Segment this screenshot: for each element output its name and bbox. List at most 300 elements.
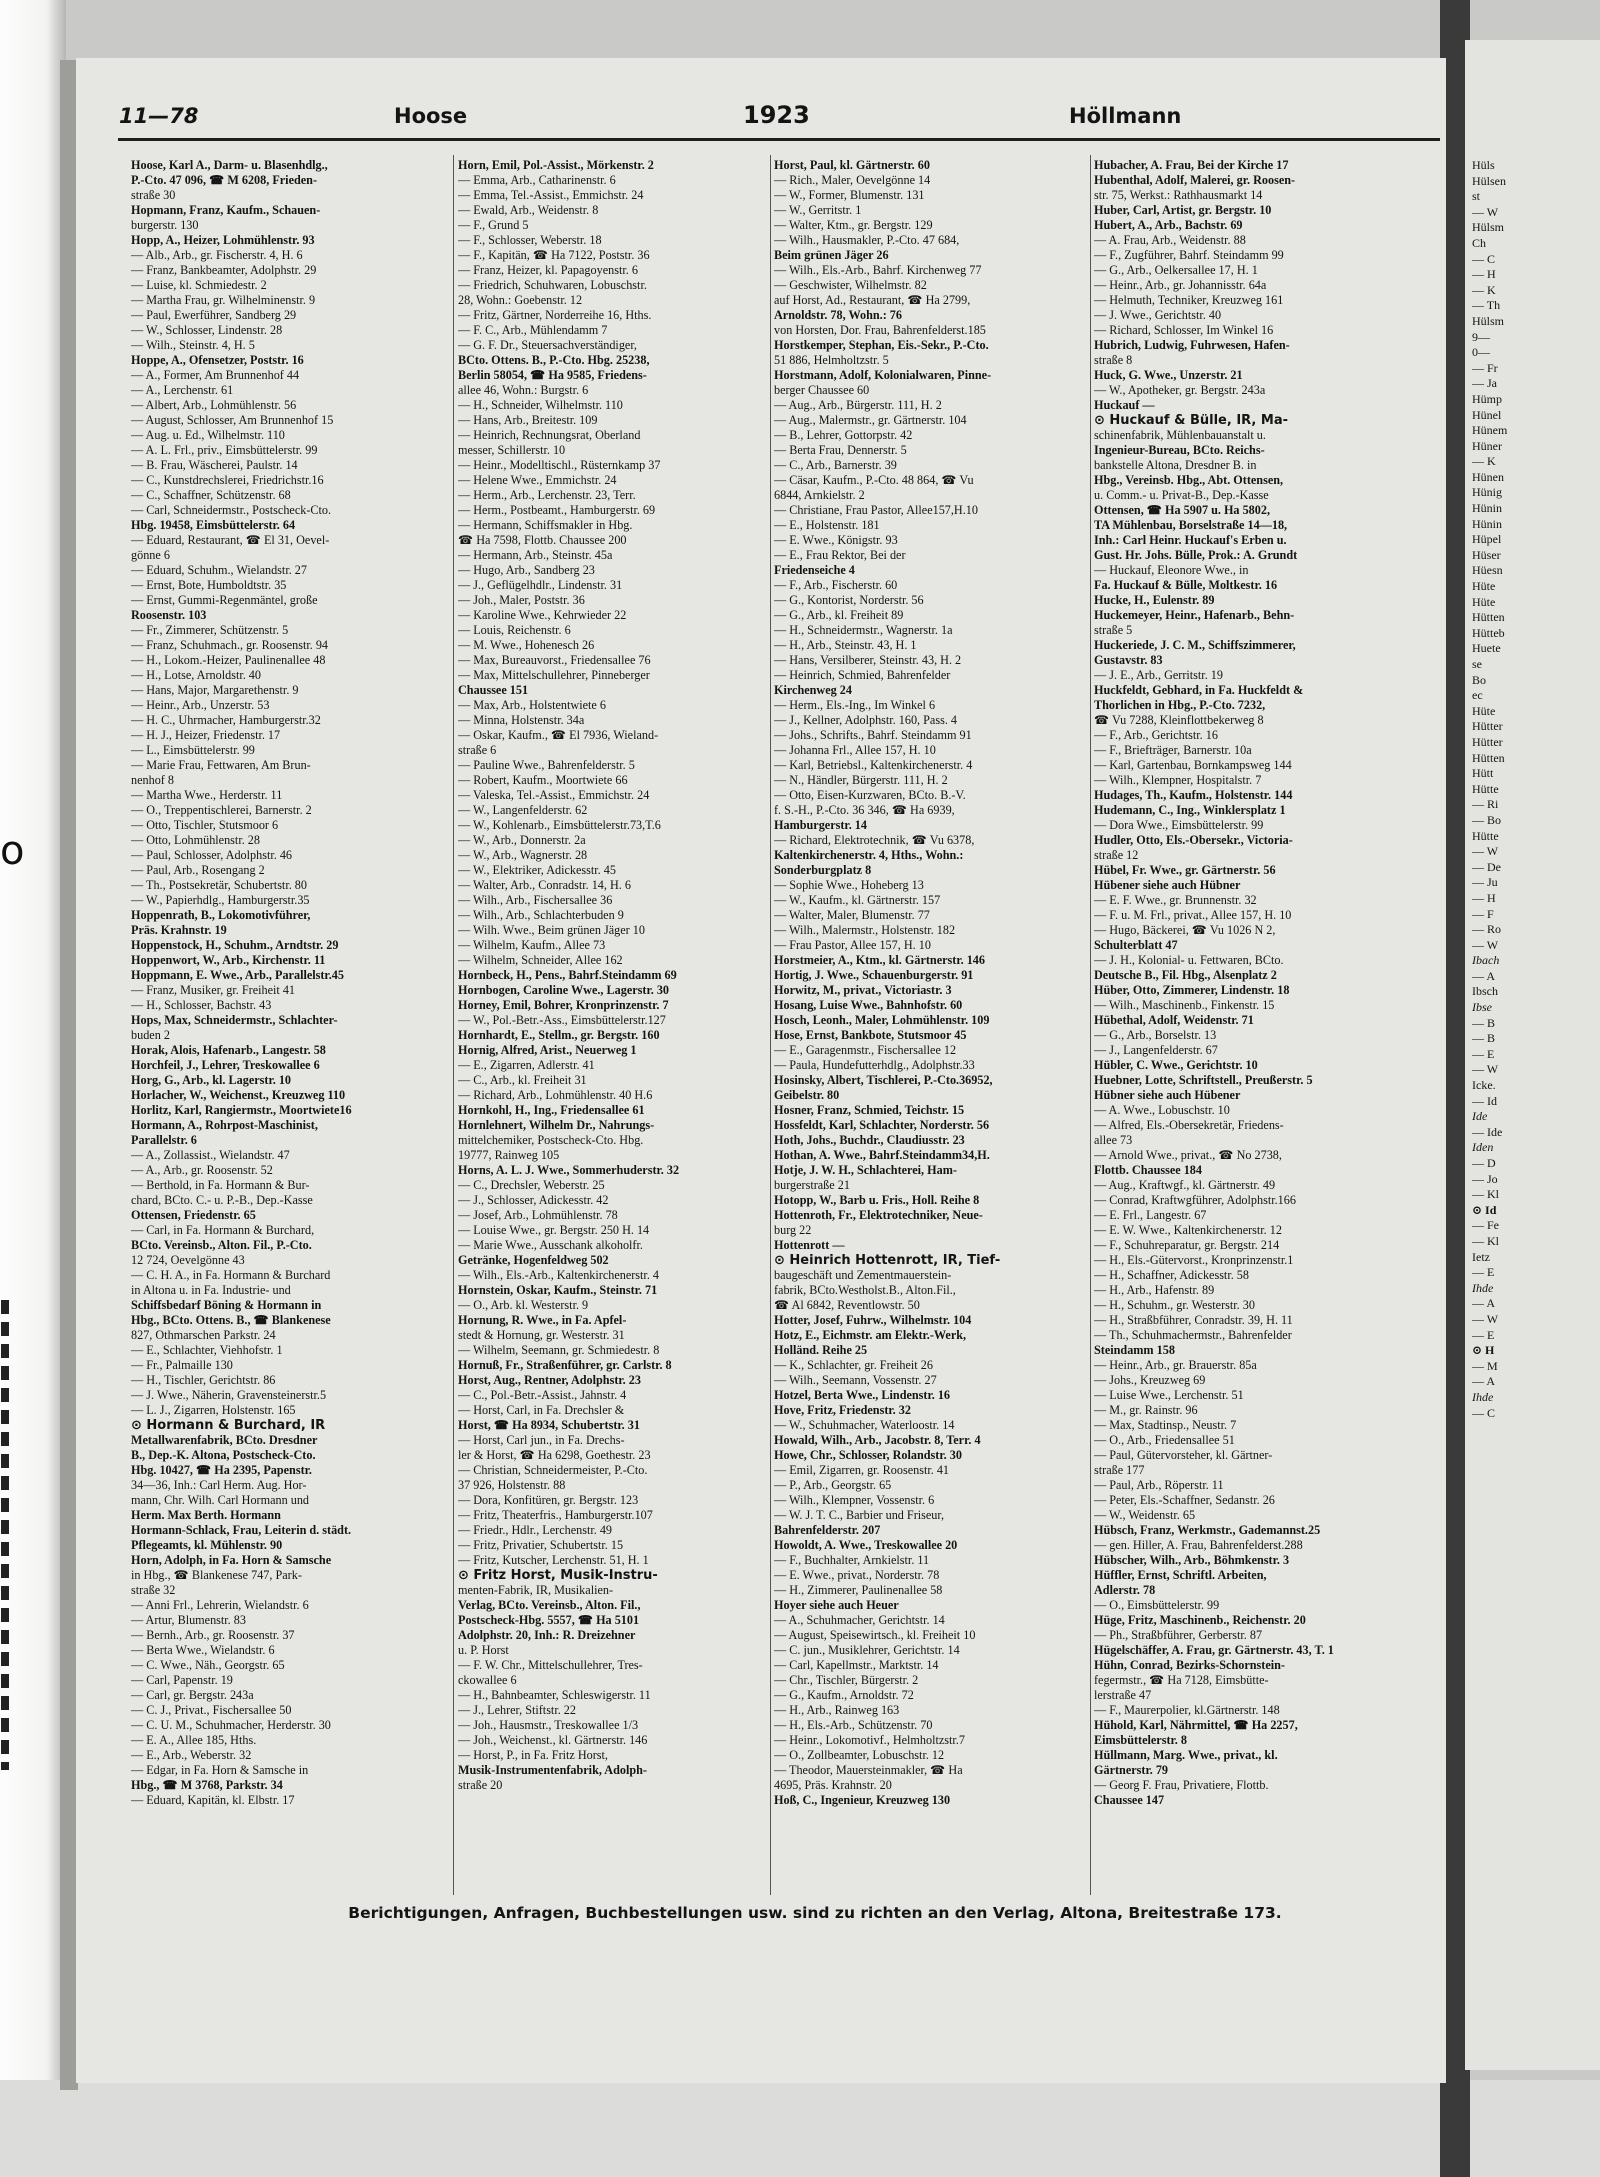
adjacent-fragment: Ibsch — [1472, 984, 1498, 999]
directory-entry: Eimsbüttelerstr. 8 — [1094, 1733, 1187, 1747]
adjacent-fragment: — W — [1472, 844, 1499, 859]
directory-entry: in Hbg., ☎ Blankenese 747, Park- — [131, 1568, 302, 1582]
directory-entry: ☎ Ha 7598, Flottb. Chaussee 200 — [458, 533, 627, 547]
directory-entry: — H., Schuhm., gr. Westerstr. 30 — [1094, 1298, 1255, 1312]
directory-entry: Hosch, Leonh., Maler, Lohmühlenstr. 109 — [774, 1013, 990, 1027]
directory-entry: Hoppe, A., Ofensetzer, Poststr. 16 — [131, 353, 304, 367]
adjacent-fragment: Hümp — [1472, 391, 1502, 406]
directory-entry: — Max, Arb., Holstentwiete 6 — [458, 698, 606, 712]
directory-entry: — H., Zimmerer, Paulinenallee 58 — [774, 1583, 943, 1597]
directory-entry: — Josef, Arb., Lohmühlenstr. 78 — [458, 1208, 618, 1222]
directory-entry: Hüber, Otto, Zimmerer, Lindenstr. 18 — [1094, 983, 1290, 997]
directory-entry: Berlin 58054, ☎ Ha 9585, Friedens- — [458, 368, 647, 382]
adjacent-fragment: Hülsen — [1472, 173, 1506, 188]
directory-entry: Verlag, BCto. Vereinsb., Alton. Fil., — [458, 1598, 641, 1612]
directory-entry: Howe, Chr., Schlosser, Rolandstr. 30 — [774, 1448, 962, 1462]
directory-entry: — Herm., Postbeamt., Hamburgerstr. 69 — [458, 503, 656, 517]
directory-entry: — Cäsar, Kaufm., P.-Cto. 48 864, ☎ Vu — [774, 473, 974, 487]
directory-entry: — A., Lerchenstr. 61 — [131, 383, 234, 397]
directory-entry: — Paul, Arb., Rosengang 2 — [131, 863, 265, 877]
directory-entry: lerstraße 47 — [1094, 1688, 1152, 1702]
directory-entry: mann, Chr. Wilh. Carl Hormann und — [131, 1493, 310, 1507]
directory-entry: Hosang, Luise Wwe., Bahnhofstr. 60 — [774, 998, 963, 1012]
directory-entry: — L. J., Zigarren, Holstenstr. 165 — [131, 1403, 296, 1417]
directory-entry: — C., Arb., kl. Freiheit 31 — [458, 1073, 587, 1087]
directory-entry: allee 46, Wohn.: Burgstr. 6 — [458, 383, 589, 397]
directory-entry: — H., Schlosser, Bachstr. 43 — [131, 998, 272, 1012]
directory-entry: Hubenthal, Adolf, Malerei, gr. Roosen- — [1094, 173, 1296, 187]
directory-entry: ☎ Vu 7288, Kleinflottbekerweg 8 — [1094, 713, 1264, 727]
adjacent-fragment: — Ri — [1472, 797, 1499, 812]
adjacent-fragment: 9— — [1472, 329, 1490, 344]
directory-entry: str. 75, Werkst.: Rathhausmarkt 14 — [1094, 188, 1263, 202]
directory-entry: Huebner, Lotte, Schriftstell., Preußerstr. 5 — [1094, 1073, 1313, 1087]
directory-entry: straße 32 — [131, 1583, 176, 1597]
adjacent-fragment: — B — [1472, 1015, 1496, 1030]
directory-entry: — W., Kaufm., kl. Gärtnerstr. 157 — [774, 893, 941, 907]
directory-entry: — E., Frau Rektor, Bei der — [774, 548, 906, 562]
header-first-name: Hoose — [394, 104, 468, 128]
directory-entry: — Hugo, Bäckerei, ☎ Vu 1026 N 2, — [1094, 923, 1276, 937]
directory-entry: Hosinsky, Albert, Tischlerei, P.-Cto.36952, — [774, 1073, 993, 1087]
directory-entry: — M., gr. Rainstr. 96 — [1094, 1403, 1198, 1417]
directory-entry: Roosenstr. 103 — [131, 608, 207, 622]
directory-entry: — E., Schlachter, Viehhofstr. 1 — [131, 1343, 283, 1357]
directory-entry: — Hermann, Arb., Steinstr. 45a — [458, 548, 613, 562]
directory-entry: Horstmeier, A., Ktm., kl. Gärtnerstr. 146 — [774, 953, 985, 967]
directory-entry: — C. H. A., in Fa. Hormann & Burchard — [131, 1268, 331, 1282]
adjacent-fragment: — E — [1472, 1265, 1495, 1280]
directory-entry: Thorlichen in Hbg., P.-Cto. 7232, — [1094, 698, 1266, 712]
directory-entry: — H., Schneidermstr., Wagnerstr. 1a — [774, 623, 953, 637]
directory-entry: Schulterblatt 47 — [1094, 938, 1178, 952]
directory-entry: Horstmann, Adolf, Kolonialwaren, Pinne- — [774, 368, 992, 382]
directory-entry: — Franz, Bankbeamter, Adolphstr. 29 — [131, 263, 317, 277]
directory-entry: — Aug., Arb., Bürgerstr. 111, H. 2 — [774, 398, 942, 412]
adjacent-fragment: Hülsm — [1472, 313, 1505, 328]
directory-entry: — Alfred, Els.-Obersekretär, Friedens- — [1094, 1118, 1284, 1132]
adjacent-fragment: — Fr — [1472, 360, 1498, 375]
directory-entry: — N., Händler, Bürgerstr. 111, H. 2 — [774, 773, 948, 787]
directory-entry: Hotz, E., Eichmstr. am Elektr.-Werk, — [774, 1328, 967, 1342]
directory-entry: Hübner siehe auch Hübener — [1094, 1088, 1241, 1102]
directory-entry: in Altona u. in Fa. Industrie- und — [131, 1283, 291, 1297]
directory-entry: Huber, Carl, Artist, gr. Bergstr. 10 — [1094, 203, 1272, 217]
column-divider — [453, 155, 454, 1895]
directory-entry: — Aug., Malermstr., gr. Gärtnerstr. 104 — [774, 413, 967, 427]
adjacent-fragment: — Jo — [1472, 1171, 1498, 1186]
directory-entry: Metallwarenfabrik, BCto. Dresdner — [131, 1433, 318, 1447]
directory-entry: — W., Schuhmacher, Waterloostr. 14 — [774, 1418, 955, 1432]
directory-entry: — Hans, Major, Margarethenstr. 9 — [131, 683, 299, 697]
directory-entry: — Carl, in Fa. Hormann & Burchard, — [131, 1223, 315, 1237]
adjacent-fragment: — W — [1472, 204, 1499, 219]
directory-entry: Hove, Fritz, Friedenstr. 32 — [774, 1403, 911, 1417]
directory-entry: Ottensen, Friedenstr. 65 — [131, 1208, 256, 1222]
directory-entry: Arnoldstr. 78, Wohn.: 76 — [774, 308, 902, 322]
directory-entry: — Geschwister, Wilhelmstr. 82 — [774, 278, 927, 292]
directory-entry: — Wilhelm, Schneider, Allee 162 — [458, 953, 623, 967]
directory-entry: — Friedr., Hdlr., Lerchenstr. 49 — [458, 1523, 613, 1537]
directory-entry: — A., Schuhmacher, Gerichtstr. 14 — [774, 1613, 945, 1627]
directory-entry: — Wilhelm, Seemann, gr. Schmiedestr. 8 — [458, 1343, 660, 1357]
directory-entry: — Heinr., Arb., Unzerstr. 53 — [131, 698, 270, 712]
directory-entry: — E., Garagenmstr., Fischersallee 12 — [774, 1043, 957, 1057]
directory-entry: — W., Papierhdlg., Hamburgerstr.35 — [131, 893, 310, 907]
directory-entry: baugeschäft und Zementmauerstein- — [774, 1268, 952, 1282]
directory-entry: BCto. Vereinsb., Alton. Fil., P.-Cto. — [131, 1238, 312, 1252]
directory-entry: — Wilh., Els.-Arb., Kaltenkirchenerstr. 4 — [458, 1268, 660, 1282]
directory-entry: nenhof 8 — [131, 773, 174, 787]
directory-entry: — Luise, kl. Schmiedestr. 2 — [131, 278, 267, 292]
directory-entry: Hops, Max, Schneidermstr., Schlachter- — [131, 1013, 338, 1027]
directory-entry: bankstelle Altona, Dresdner B. in — [1094, 458, 1257, 472]
directory-entry: — F., Kapitän, ☎ Ha 7122, Poststr. 36 — [458, 248, 650, 262]
directory-entry: — C. Wwe., Näh., Georgstr. 65 — [131, 1658, 285, 1672]
directory-entry: 12 724, Oevelgönne 43 — [131, 1253, 245, 1267]
directory-entry: Hornbogen, Caroline Wwe., Lagerstr. 30 — [458, 983, 670, 997]
directory-entry: — E. Wwe., privat., Norderstr. 78 — [774, 1568, 940, 1582]
directory-entry: — Carl, Kapellmstr., Marktstr. 14 — [774, 1658, 939, 1672]
adjacent-fragment: — F — [1472, 906, 1494, 921]
adjacent-fragment: Hüte — [1472, 594, 1496, 609]
directory-entry: Horwitz, M., privat., Victoriastr. 3 — [774, 983, 952, 997]
adjacent-fragment: Hüner — [1472, 438, 1502, 453]
directory-entry: — F., Arb., Gerichtstr. 16 — [1094, 728, 1218, 742]
directory-entry: — Rich., Maler, Oevelgönne 14 — [774, 173, 931, 187]
directory-entry: Hbg. 10427, ☎ Ha 2395, Papenstr. — [131, 1463, 312, 1477]
directory-entry: — F., Grund 5 — [458, 218, 529, 232]
adjacent-fragment: — Ro — [1472, 922, 1502, 937]
directory-entry: — gen. Hiller, A. Frau, Bahrenfelderst.288 — [1094, 1538, 1303, 1552]
adjacent-fragment: — Ide — [1472, 1124, 1503, 1139]
directory-entry: — Chr., Tischler, Bürgerstr. 2 — [774, 1673, 919, 1687]
directory-entry: ler & Horst, ☎ Ha 6298, Goethestr. 23 — [458, 1448, 651, 1462]
directory-entry: — F., Schlosser, Weberstr. 18 — [458, 233, 602, 247]
directory-entry: Adlerstr. 78 — [1094, 1583, 1156, 1597]
directory-entry: messer, Schillerstr. 10 — [458, 443, 566, 457]
directory-entry: 4695, Präs. Krahnstr. 20 — [774, 1778, 892, 1792]
directory-entry: Hornlehnert, Wilhelm Dr., Nahrungs- — [458, 1118, 655, 1132]
directory-entry: Horst, Aug., Rentner, Adolphstr. 23 — [458, 1373, 641, 1387]
directory-entry: mittelchemiker, Postscheck-Cto. Hbg. — [458, 1133, 644, 1147]
directory-entry: — W. J. T. C., Barbier und Friseur, — [774, 1508, 945, 1522]
directory-entry: Hotopp, W., Barb u. Fris., Holl. Reihe 8 — [774, 1193, 980, 1207]
directory-entry: Schiffsbedarf Böning & Hormann in — [131, 1298, 322, 1312]
directory-entry: — A., Former, Am Brunnenhof 44 — [131, 368, 300, 382]
directory-entry: — Max, Bureauvorst., Friedensallee 76 — [458, 653, 651, 667]
directory-entry: allee 73 — [1094, 1133, 1133, 1147]
directory-entry: Hortig, J. Wwe., Schauenburgerstr. 91 — [774, 968, 974, 982]
directory-entry: — Carl, gr. Bergstr. 243a — [131, 1688, 254, 1702]
directory-entry: — Ewald, Arb., Weidenstr. 8 — [458, 203, 599, 217]
directory-entry: — Emil, Zigarren, gr. Roosenstr. 41 — [774, 1463, 950, 1477]
adjacent-fragment: Ch — [1472, 235, 1487, 250]
adjacent-fragment: Ibse — [1472, 1000, 1492, 1015]
directory-entry: Hudler, Otto, Els.-Obersekr., Victoria- — [1094, 833, 1293, 847]
directory-entry: Herm. Max Berth. Hormann — [131, 1508, 281, 1522]
directory-entry: — Joh., Hausmstr., Treskowallee 1/3 — [458, 1718, 639, 1732]
directory-entry: — B. Frau, Wäscherei, Paulstr. 14 — [131, 458, 298, 472]
directory-entry: Howoldt, A. Wwe., Treskowallee 20 — [774, 1538, 958, 1552]
directory-entry: — Heinr., Lokomotivf., Helmholtzstr.7 — [774, 1733, 965, 1747]
directory-entry: Gust. Hr. Johs. Bülle, Prok.: A. Grundt — [1094, 548, 1298, 562]
directory-entry: — J. Wwe., Näherin, Gravensteinerstr.5 — [131, 1388, 327, 1402]
directory-entry: — Carl, Papenstr. 19 — [131, 1673, 233, 1687]
directory-entry: Horak, Alois, Hafenarb., Langestr. 58 — [131, 1043, 326, 1057]
adjacent-fragment: — A — [1472, 968, 1496, 983]
directory-entry: — Theodor, Mauersteinmakler, ☎ Ha — [774, 1763, 963, 1777]
directory-entry: — Max, Stadtinsp., Neustr. 7 — [1094, 1418, 1237, 1432]
directory-entry: — H., Els.-Gütervorst., Kronprinzenstr.1 — [1094, 1253, 1294, 1267]
directory-entry: Hose, Ernst, Bankbote, Stutsmoor 45 — [774, 1028, 967, 1042]
adjacent-fragment: — Bo — [1472, 812, 1502, 827]
directory-entry: Hoppmann, E. Wwe., Arb., Parallelstr.45 — [131, 968, 344, 982]
adjacent-fragment: Hünen — [1472, 469, 1504, 484]
directory-entry: straße 177 — [1094, 1463, 1145, 1477]
directory-entry: Hornig, Alfred, Arist., Neuerweg 1 — [458, 1043, 637, 1057]
directory-entry: — Wilh., Klempner, Vossenstr. 6 — [774, 1493, 935, 1507]
directory-entry: Horlacher, W., Weichenst., Kreuzweg 110 — [131, 1088, 346, 1102]
directory-entry: — Louis, Reichenstr. 6 — [458, 623, 571, 637]
directory-entry: Hübsch, Franz, Werkmstr., Gademannst.25 — [1094, 1523, 1321, 1537]
directory-entry: — Dora Wwe., Eimsbüttelerstr. 99 — [1094, 818, 1264, 832]
adjacent-fragment: — Ju — [1472, 875, 1498, 890]
directory-entry: — P., Arb., Georgstr. 65 — [774, 1478, 892, 1492]
directory-entry: — Marie Wwe., Ausschank alkoholfr. — [458, 1238, 643, 1252]
directory-entry: — E. Frl., Langestr. 67 — [1094, 1208, 1207, 1222]
directory-entry: — Karoline Wwe., Kehrwieder 22 — [458, 608, 627, 622]
adjacent-fragment: Hüpel — [1472, 532, 1502, 547]
directory-entry: — Huckauf, Eleonore Wwe., in — [1094, 563, 1249, 577]
directory-entry: — Heinrich, Rechnungsrat, Oberland — [458, 428, 641, 442]
adjacent-fragment: Hütte — [1472, 781, 1499, 796]
directory-entry: — W., Arb., Donnerstr. 2a — [458, 833, 586, 847]
directory-entry: Horns, A. L. J. Wwe., Sommerhuderstr. 32 — [458, 1163, 680, 1177]
directory-entry: — J., Langenfelderstr. 67 — [1094, 1043, 1218, 1057]
directory-entry: — Alb., Arb., gr. Fischerstr. 4, H. 6 — [131, 248, 303, 262]
directory-entry: Hornstein, Oskar, Kaufm., Steinstr. 71 — [458, 1283, 658, 1297]
directory-entry: Sonderburgplatz 8 — [774, 863, 872, 877]
adjacent-fragment: Hütten — [1472, 610, 1505, 625]
directory-entry: Hübethal, Adolf, Weidenstr. 71 — [1094, 1013, 1254, 1027]
directory-entry: Hbg. 19458, Eimsbüttelerstr. 64 — [131, 518, 296, 532]
directory-entry: — E. Wwe., Königstr. 93 — [774, 533, 898, 547]
directory-entry: Bahrenfelderstr. 207 — [774, 1523, 881, 1537]
column-divider — [770, 155, 771, 1895]
directory-entry: — Otto, Tischler, Stutsmoor 6 — [131, 818, 279, 832]
adjacent-fragment: Hütte — [1472, 828, 1499, 843]
directory-entry: — J., Lehrer, Stiftstr. 22 — [458, 1703, 576, 1717]
directory-entry: Hbg., ☎ M 3768, Parkstr. 34 — [131, 1778, 283, 1792]
directory-entry: — Johanna Frl., Allee 157, H. 10 — [774, 743, 936, 757]
directory-entry: — J., Kellner, Adolphstr. 160, Pass. 4 — [774, 713, 958, 727]
directory-entry: — H., Schneider, Wilhelmstr. 110 — [458, 398, 623, 412]
adjacent-fragment: — W — [1472, 1062, 1499, 1077]
directory-entry: — C. jun., Musiklehrer, Gerichtstr. 14 — [774, 1643, 960, 1657]
directory-entry: Hornkohl, H., Ing., Friedensallee 61 — [458, 1103, 645, 1117]
adjacent-fragment: Huete — [1472, 641, 1501, 656]
page-header — [119, 101, 1439, 134]
directory-entry: Chaussee 147 — [1094, 1793, 1165, 1807]
directory-entry: — Berta Frau, Dennerstr. 5 — [774, 443, 907, 457]
directory-entry: — F., Zugführer, Bahrf. Steindamm 99 — [1094, 248, 1284, 262]
directory-entry: Ingenieur-Bureau, BCto. Reichs- — [1094, 443, 1265, 457]
directory-entry: — W., Former, Blumenstr. 131 — [774, 188, 925, 202]
directory-entry: — Eduard, Kapitän, kl. Elbstr. 17 — [131, 1793, 295, 1807]
directory-entry: — W., Elektriker, Adickesstr. 45 — [458, 863, 616, 877]
directory-entry: Horstkemper, Stephan, Eis.-Sekr., P.-Cto. — [774, 338, 989, 352]
directory-entry: — O., Arb. kl. Westerstr. 9 — [458, 1298, 589, 1312]
directory-entry: Horn, Emil, Pol.-Assist., Mörkenstr. 2 — [458, 158, 654, 172]
directory-entry: — Wilh., Els.-Arb., Bahrf. Kirchenweg 77 — [774, 263, 982, 277]
directory-entry: — J. E., Arb., Gerritstr. 19 — [1094, 668, 1223, 682]
directory-entry: — H., Straßbführer, Conradstr. 39, H. 11 — [1094, 1313, 1293, 1327]
adjacent-fragment: Iden — [1472, 1140, 1494, 1155]
directory-entry: — Sophie Wwe., Hoheberg 13 — [774, 878, 924, 892]
directory-entry: u. Comm.- u. Privat-B., Dep.-Kasse — [1094, 488, 1269, 502]
directory-entry: — Fritz, Kutscher, Lerchenstr. 51, H. 1 — [458, 1553, 649, 1567]
directory-entry: — H., Lotse, Arnoldstr. 40 — [131, 668, 261, 682]
directory-entry: — Louise Wwe., gr. Bergstr. 250 H. 14 — [458, 1223, 650, 1237]
directory-entry: — Paul, Arb., Röperstr. 11 — [1094, 1478, 1224, 1492]
directory-entry: Horst, Paul, kl. Gärtnerstr. 60 — [774, 158, 930, 172]
directory-entry: — O., Zollbeamter, Lobuschstr. 12 — [774, 1748, 945, 1762]
directory-entry: von Horsten, Dor. Frau, Bahrenfelderst.185 — [774, 323, 986, 337]
directory-entry: — C., Pol.-Betr.-Assist., Jahnstr. 4 — [458, 1388, 627, 1402]
directory-entry: chard, BCto. C.- u. P.-B., Dep.-Kasse — [131, 1193, 313, 1207]
directory-entry: ⊙ Huckauf & Bülle, IR, Ma- — [1094, 413, 1288, 428]
directory-entry: — Richard, Arb., Lohmühlenstr. 40 H.6 — [458, 1088, 653, 1102]
directory-entry: — Herm., Els.-Ing., Im Winkel 6 — [774, 698, 936, 712]
directory-entry: — H., Tischler, Gerichtstr. 86 — [131, 1373, 276, 1387]
directory-entry: burg 22 — [774, 1223, 812, 1237]
adjacent-fragment: se — [1472, 657, 1482, 671]
directory-entry: — A., Arb., gr. Roosenstr. 52 — [131, 1163, 273, 1177]
column-1 — [131, 158, 449, 1898]
directory-entry: Hornbeck, H., Pens., Bahrf.Steindamm 69 — [458, 968, 677, 982]
adjacent-fragment: Hünig — [1472, 485, 1502, 500]
margin-digit: o — [0, 828, 25, 874]
directory-entry: — Hans, Versilberer, Steinstr. 43, H. 2 — [774, 653, 962, 667]
directory-entry: — G., Arb., Borselstr. 13 — [1094, 1028, 1217, 1042]
directory-entry: — Th., Postsekretär, Schubertstr. 80 — [131, 878, 307, 892]
adjacent-fragment: Hüte — [1472, 703, 1496, 718]
directory-entry: — Aug. u. Ed., Wilhelmstr. 110 — [131, 428, 285, 442]
adjacent-fragment: — K — [1472, 282, 1496, 297]
directory-entry: Hoyer siehe auch Heuer — [774, 1598, 899, 1612]
directory-entry: ⊙ Heinrich Hottenrott, IR, Tief- — [774, 1253, 1001, 1268]
directory-entry: BCto. Ottens. B., P.-Cto. Hbg. 25238, — [458, 353, 650, 367]
directory-entry: — H., Schaffner, Adickesstr. 58 — [1094, 1268, 1249, 1282]
directory-entry: Parallelstr. 6 — [131, 1133, 197, 1147]
directory-entry: Horney, Emil, Bohrer, Kronprinzenstr. 7 — [458, 998, 669, 1012]
directory-entry: — Emma, Tel.-Assist., Emmichstr. 24 — [458, 188, 644, 202]
directory-entry: straße 5 — [1094, 623, 1133, 637]
adjacent-fragment: — C — [1472, 1405, 1496, 1420]
directory-entry: — Heinr., Arb., gr. Johannisstr. 64a — [1094, 278, 1267, 292]
adjacent-fragment: Ihde — [1472, 1389, 1494, 1404]
directory-entry: 37 926, Holstenstr. 88 — [458, 1478, 566, 1492]
directory-entry: Hübener siehe auch Hübner — [1094, 878, 1241, 892]
directory-entry: Friedenseiche 4 — [774, 563, 855, 577]
directory-entry: — E. F. Wwe., gr. Brunnenstr. 32 — [1094, 893, 1257, 907]
adjacent-fragment: — B — [1472, 1031, 1496, 1046]
directory-entry: Huck, G. Wwe., Unzerstr. 21 — [1094, 368, 1243, 382]
adjacent-fragment: ec — [1472, 688, 1483, 703]
directory-entry: Postscheck-Hbg. 5557, ☎ Ha 5101 — [458, 1613, 640, 1627]
directory-entry: — H., Bahnbeamter, Schleswigerstr. 11 — [458, 1688, 651, 1702]
adjacent-fragment: Hünin — [1472, 516, 1502, 531]
adjacent-fragment: — Ja — [1472, 376, 1497, 391]
adjacent-fragment: — De — [1472, 859, 1501, 874]
directory-entry: — Helmuth, Techniker, Kreuzweg 161 — [1094, 293, 1284, 307]
directory-entry: — G. F. Dr., Steuersachverständiger, — [458, 338, 637, 352]
directory-entry: — Paul, Ewerführer, Sandberg 29 — [131, 308, 297, 322]
directory-entry: — E., Holstenstr. 181 — [774, 518, 880, 532]
adjacent-fragment: Bo — [1472, 672, 1487, 687]
adjacent-fragment: Hüls — [1472, 158, 1495, 172]
directory-entry: — Joh., Maler, Poststr. 36 — [458, 593, 585, 607]
directory-entry: Hossfeldt, Karl, Schlachter, Norderstr. 56 — [774, 1118, 990, 1132]
adjacent-fragment: — E — [1472, 1046, 1495, 1061]
directory-entry: — H., Els.-Arb., Schützenstr. 70 — [774, 1718, 933, 1732]
directory-entry: ☎ Al 6842, Reventlowstr. 50 — [774, 1298, 920, 1312]
directory-entry: Hüffler, Ernst, Schriftl. Arbeiten, — [1094, 1568, 1267, 1582]
directory-entry: Hübler, C. Wwe., Gerichtstr. 10 — [1094, 1058, 1258, 1072]
directory-entry: gönne 6 — [131, 548, 170, 562]
directory-entry: — Wilh. Wwe., Beim grünen Jäger 10 — [458, 923, 645, 937]
adjacent-fragment: Icke. — [1472, 1078, 1496, 1093]
directory-entry: Hubacher, A. Frau, Bei der Kirche 17 — [1094, 158, 1289, 172]
directory-entry: — Georg F. Frau, Privatiere, Flottb. — [1094, 1778, 1269, 1792]
adjacent-fragment: — A — [1472, 1374, 1496, 1389]
directory-entry: — Johs., Kreuzweg 69 — [1094, 1373, 1206, 1387]
adjacent-fragment: — H — [1472, 890, 1496, 905]
directory-entry: — G., Kaufm., Arnoldstr. 72 — [774, 1688, 914, 1702]
directory-entry: — E., Zigarren, Adlerstr. 41 — [458, 1058, 595, 1072]
directory-entry: — G., Kontorist, Norderstr. 56 — [774, 593, 924, 607]
directory-entry: Hormann-Schlack, Frau, Leiterin d. städt. — [131, 1523, 352, 1537]
directory-entry: Hothan, A. Wwe., Bahrf.Steindamm34,H. — [774, 1148, 990, 1162]
directory-entry: — Hans, Arb., Breitestr. 109 — [458, 413, 598, 427]
adjacent-fragment: Ihde — [1472, 1280, 1494, 1295]
directory-entry: Hühold, Karl, Nährmittel, ☎ Ha 2257, — [1094, 1718, 1298, 1732]
directory-entry: f. S.-H., P.-Cto. 36 346, ☎ Ha 6939, — [774, 803, 955, 817]
directory-entry: burgerstraße 21 — [774, 1178, 850, 1192]
adjacent-fragment: Ibach — [1472, 953, 1500, 968]
directory-entry: — F. W. Chr., Mittelschullehrer, Tres- — [458, 1658, 643, 1672]
directory-entry: — J., Geflügelhdlr., Lindenstr. 31 — [458, 578, 623, 592]
directory-entry: — Franz, Heizer, kl. Papagoyenstr. 6 — [458, 263, 638, 277]
directory-entry: Hübel, Fr. Wwe., gr. Gärtnerstr. 56 — [1094, 863, 1276, 877]
directory-entry: — Joh., Weichenst., kl. Gärtnerstr. 146 — [458, 1733, 648, 1747]
directory-entry: — O., Treppentischlerei, Barnerstr. 2 — [131, 803, 312, 817]
adjacent-fragment: — M — [1472, 1358, 1498, 1373]
directory-entry: — Heinrich, Schmied, Bahrenfelder — [774, 668, 951, 682]
directory-entry: — Ph., Straßbführer, Gerberstr. 87 — [1094, 1628, 1263, 1642]
directory-entry: — F., Buchhalter, Arnkielstr. 11 — [774, 1553, 930, 1567]
directory-entry: — Dora, Konfitüren, gr. Bergstr. 123 — [458, 1493, 639, 1507]
directory-entry: — Peter, Els.-Schaffner, Sedanstr. 26 — [1094, 1493, 1275, 1507]
directory-entry: — O., Eimsbüttelerstr. 99 — [1094, 1598, 1220, 1612]
directory-entry: Hühn, Conrad, Bezirks-Schornstein- — [1094, 1658, 1285, 1672]
directory-entry: — Pauline Wwe., Bahrenfelderstr. 5 — [458, 758, 635, 772]
directory-entry: — W., Weidenstr. 65 — [1094, 1508, 1196, 1522]
directory-entry: — Paul, Gütervorsteher, kl. Gärtner- — [1094, 1448, 1273, 1462]
directory-entry: — Berta Wwe., Wielandstr. 6 — [131, 1643, 275, 1657]
header-rule — [118, 138, 1440, 141]
